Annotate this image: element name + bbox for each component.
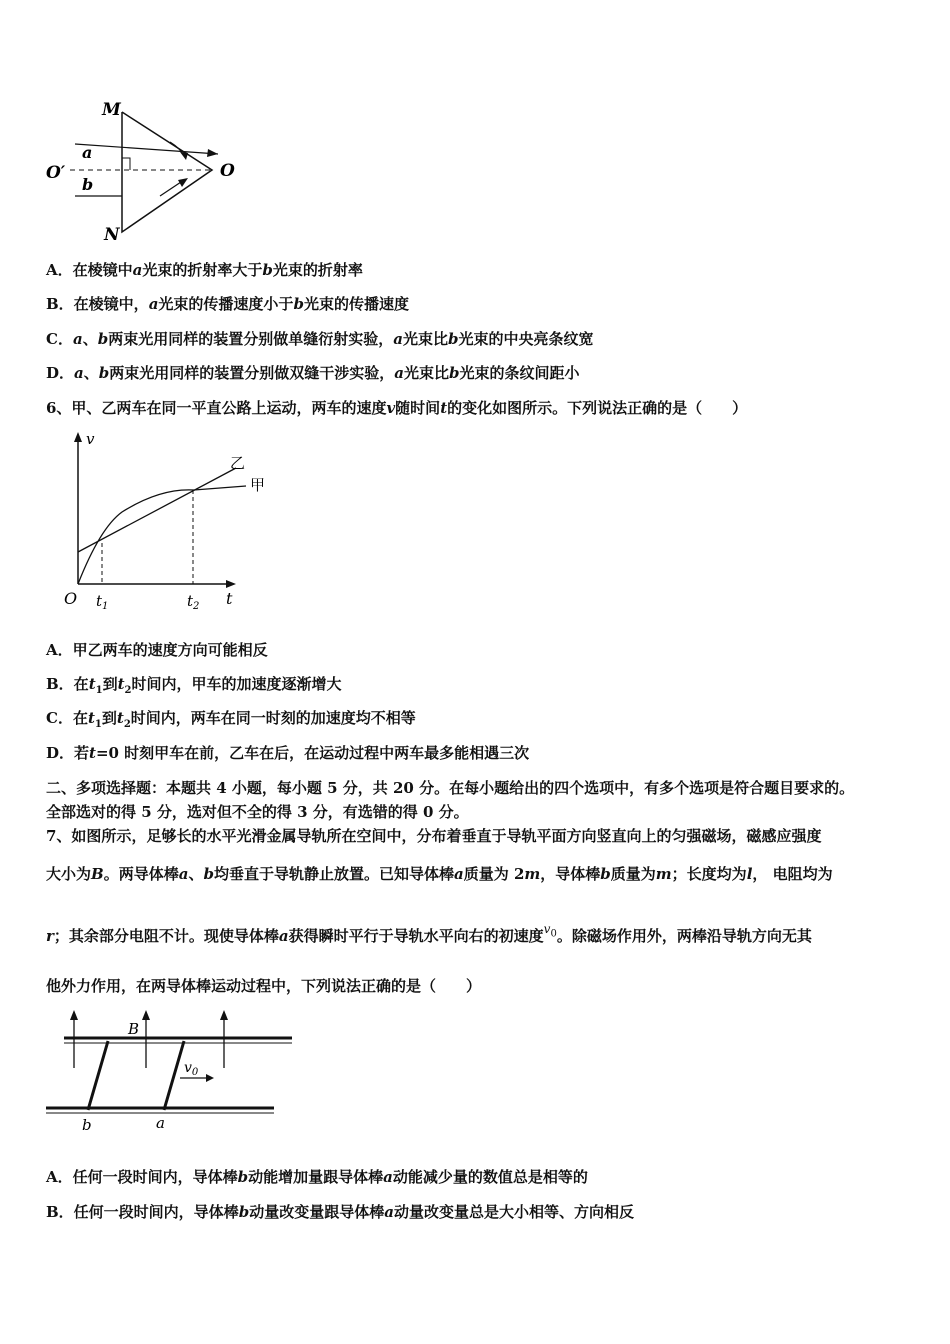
- label-b: b: [82, 175, 94, 194]
- q5-option-a: A．在棱镜中a光束的折射率大于b光束的折射率: [46, 261, 363, 279]
- q6-stem: 6、甲、乙两车在同一平直公路上运动，两车的速度v随时间t的变化如图所示。下列说法正确的是（ ）: [46, 399, 748, 417]
- label-O: O: [220, 161, 235, 181]
- q6-option-c: C．在$t_1$到$t_2$时间内，两车在同一时刻的加速度均不相等: [46, 709, 416, 730]
- label-yi: 乙: [230, 454, 246, 472]
- rod-a: [164, 1041, 184, 1110]
- label-O-prime: O′: [46, 163, 66, 183]
- prism-figure: [40, 92, 300, 252]
- q7-option-b: B．任何一段时间内，导体棒b动量改变量跟导体棒a动量改变量总是大小相等、方向相反: [46, 1203, 634, 1221]
- ray-b-arrow: [178, 178, 188, 187]
- ray-a: [75, 144, 218, 154]
- q5-option-c: C．a、b两束光用同样的装置分别做单缝衍射实验，a光束比b光束的中央亮条纹宽: [46, 330, 594, 348]
- field-arrowhead-1: [70, 1010, 78, 1020]
- label-origin: O: [64, 589, 78, 608]
- right-angle-mark: [122, 158, 130, 170]
- section2-line1: 二、多项选择题：本题共 4 小题，每小题 5 分，共 20 分。在每小题给出的四个选项中，有多个选项是符合题目要求的。: [46, 779, 855, 797]
- curve-jia: [78, 486, 246, 584]
- label-t1: $t_1$: [96, 592, 109, 612]
- t-axis-arrow: [226, 580, 236, 588]
- q6-option-a: A．甲乙两车的速度方向可能相反: [46, 641, 268, 659]
- label-jia: 甲: [250, 476, 266, 494]
- q7-rails-figure: [44, 1008, 304, 1138]
- prism-outline: [122, 112, 212, 232]
- q6-vt-graph: [60, 428, 290, 618]
- label-rod-b: b: [82, 1116, 92, 1134]
- label-B: B: [128, 1020, 140, 1038]
- q5-option-b: B．在棱镜中，a光束的传播速度小于b光束的传播速度: [46, 295, 409, 313]
- label-v: v: [86, 430, 95, 448]
- line-yi: [78, 468, 236, 552]
- field-arrowhead-2: [142, 1010, 150, 1020]
- q7-line1: 7、如图所示，足够长的水平光滑金属导轨所在空间中，分布着垂直于导轨平面方向竖直向上的匀强磁场，磁感应强度: [46, 827, 822, 845]
- v0-arrowhead: [206, 1074, 214, 1082]
- label-N: N: [104, 225, 120, 245]
- q7-line4: 他外力作用，在两导体棒运动过程中，下列说法正确的是（ ）: [46, 977, 482, 995]
- v-axis-arrow: [74, 432, 82, 442]
- q6-option-b: B．在$t_1$到$t_2$时间内，甲车的加速度逐渐增大: [46, 675, 342, 696]
- q5-option-d: D．a、b两束光用同样的装置分别做双缝干涉实验，a光束比b光束的条纹间距小: [46, 364, 580, 382]
- label-M: M: [102, 100, 121, 120]
- q7-line2: 大小为B。两导体棒a、b均垂直于导轨静止放置。已知导体棒a质量为 2m，导体棒b质量为m；长度均为l， 电阻均为: [46, 865, 833, 883]
- q7-line3: r；其余部分电阻不计。现使导体棒a获得瞬时平行于导轨水平向右的初速度$^{v_0}$。除磁场作用外，两棒沿导轨方向无其: [46, 922, 812, 945]
- label-v0: $v_0$: [184, 1060, 199, 1078]
- label-t: t: [226, 589, 233, 608]
- label-t2: $t_2$: [187, 592, 200, 612]
- section2-line2: 全部选对的得 5 分，选对但不全的得 3 分，有选错的得 0 分。: [46, 803, 469, 821]
- rod-b: [88, 1041, 108, 1110]
- label-rod-a: a: [156, 1114, 165, 1132]
- q6-option-d: D．若t=0 时刻甲车在前，乙车在后，在运动过程中两车最多能相遇三次: [46, 744, 530, 762]
- field-arrowhead-3: [220, 1010, 228, 1020]
- q7-option-a: A．任何一段时间内，导体棒b动能增加量跟导体棒a动能减少量的数值总是相等的: [46, 1168, 588, 1186]
- label-a: a: [82, 143, 93, 162]
- ray-a-arrow: [207, 149, 218, 157]
- ray-a-refract-arrow: [180, 152, 188, 160]
